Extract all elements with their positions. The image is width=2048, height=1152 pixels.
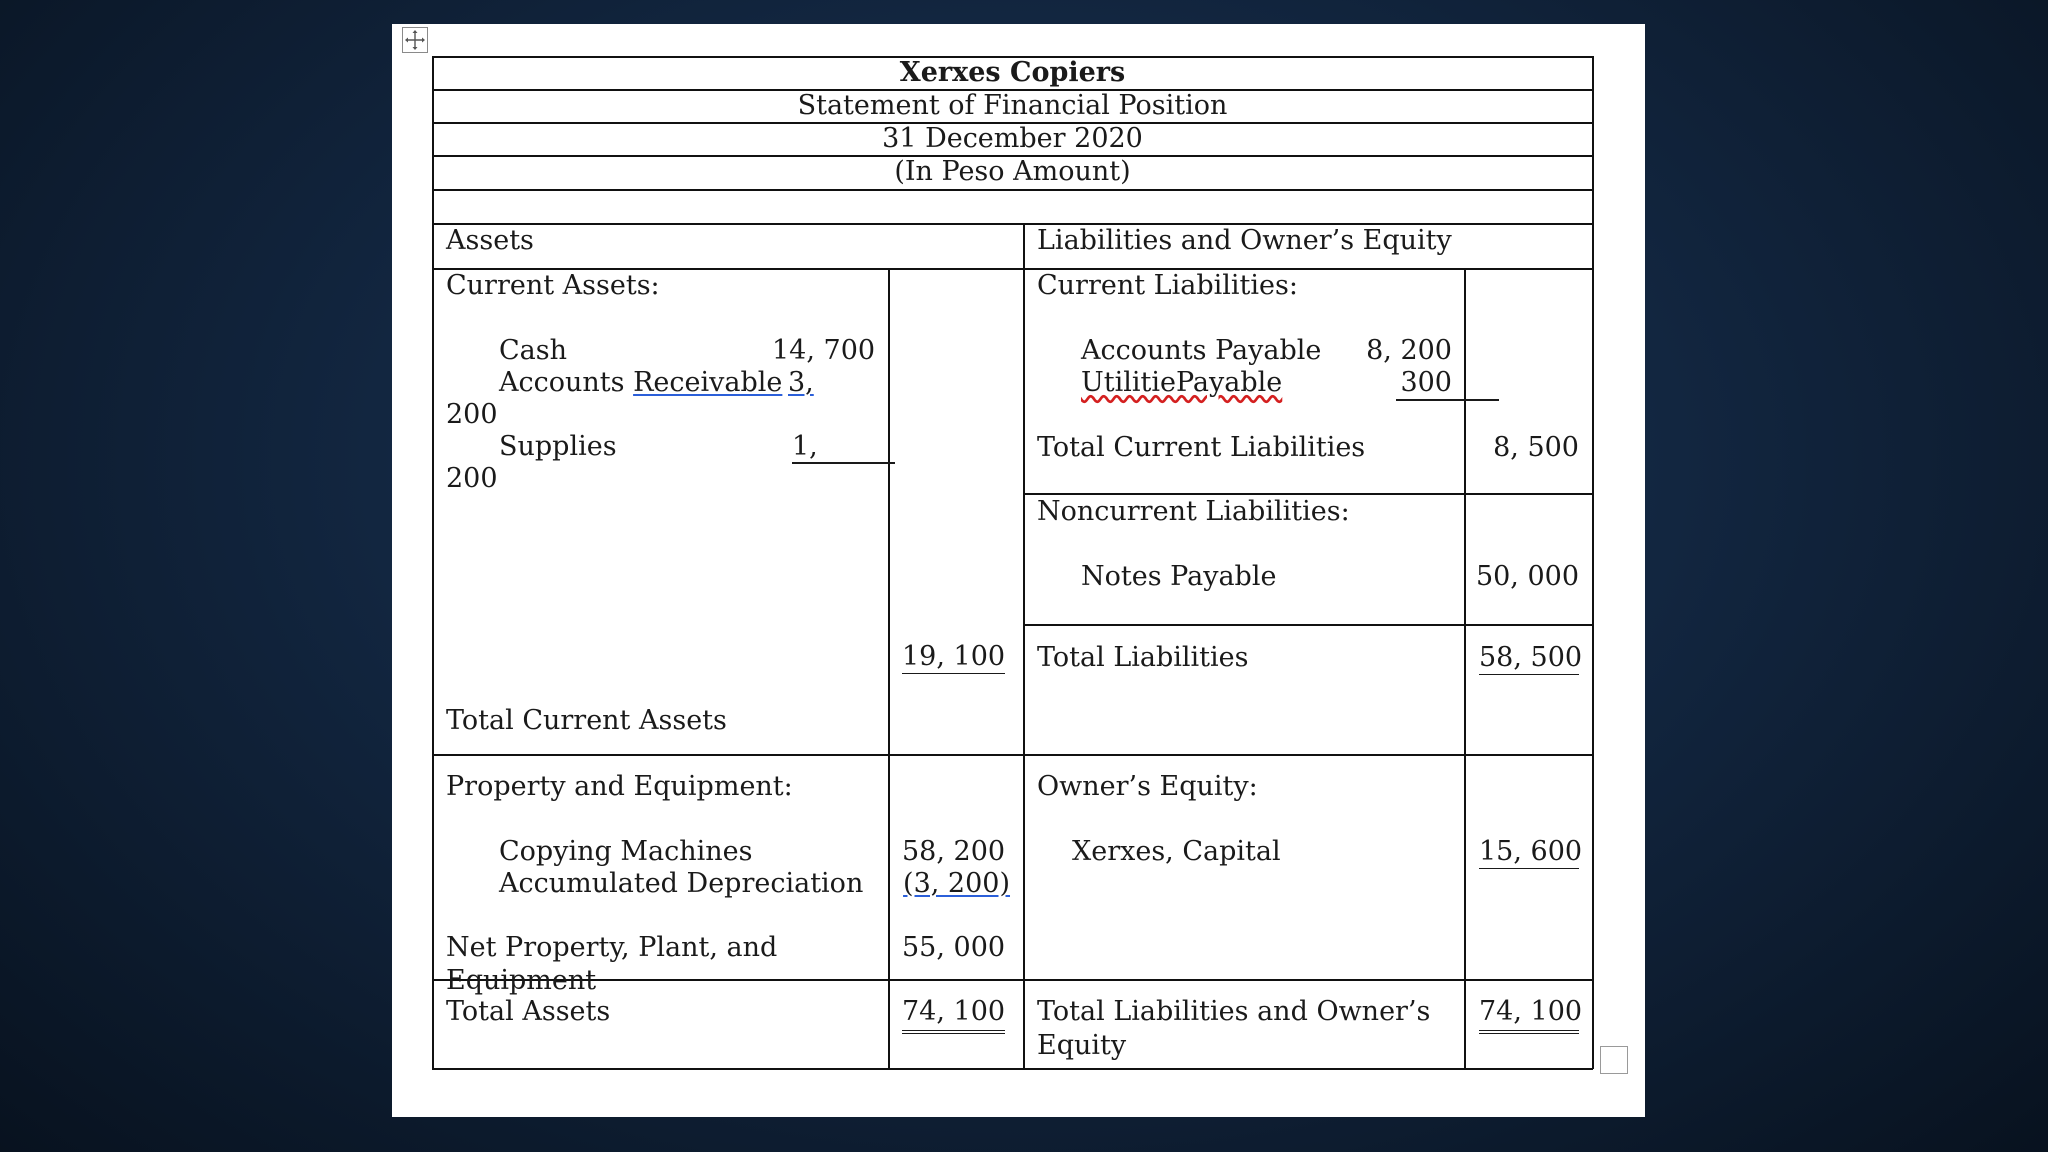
accounts-receivable-label: Accounts xyxy=(499,367,625,398)
notes-payable-label: Notes Payable xyxy=(1081,561,1277,592)
table-move-handle-icon[interactable] xyxy=(402,27,428,53)
total-liabilities-equity-label-2: Equity xyxy=(1037,1030,1127,1061)
net-ppe-value: 55, 000 xyxy=(902,932,1006,963)
total-assets-value: 74, 100 xyxy=(902,996,1005,1034)
accumulated-depreciation-value: (3, 200) xyxy=(903,868,1010,899)
net-ppe-label-1: Net Property, Plant, and xyxy=(446,932,778,963)
owners-equity-label: Owner’s Equity: xyxy=(1037,771,1258,802)
total-liabilities-equity-label-1: Total Liabilities and Owner’s xyxy=(1037,996,1431,1027)
total-liabilities-equity-value: 74, 100 xyxy=(1479,996,1579,1034)
total-assets-label: Total Assets xyxy=(446,996,611,1027)
supplies-value-wrap: 200 xyxy=(446,463,498,494)
cash-value: 14, 700 xyxy=(772,335,876,366)
ppe-label: Property and Equipment: xyxy=(446,771,793,802)
total-current-liabilities-label: Total Current Liabilities xyxy=(1037,432,1366,463)
current-liabilities-label: Current Liabilities: xyxy=(1037,270,1298,301)
assets-heading: Assets xyxy=(446,225,534,256)
utilities-payable-value: 300 xyxy=(1400,367,1452,398)
accounts-payable-value: 8, 200 xyxy=(1366,335,1452,366)
accounts-receivable-row xyxy=(499,367,782,399)
total-liabilities-value: 58, 500 xyxy=(1479,642,1583,673)
copying-machines-value: 58, 200 xyxy=(902,836,1006,867)
company-name: Xerxes Copiers xyxy=(899,57,1126,88)
document-page xyxy=(392,24,1645,1117)
copying-machines-label: Copying Machines xyxy=(499,836,753,867)
notes-payable-value: 50, 000 xyxy=(1475,561,1579,592)
utilities-payable-label: UtilitiePayable xyxy=(1081,367,1283,398)
accounts-receivable-value-wrap: 200 xyxy=(446,399,498,430)
current-assets-label: Current Assets: xyxy=(446,270,660,301)
noncurrent-liabilities-label: Noncurrent Liabilities: xyxy=(1037,496,1350,527)
accumulated-depreciation-label: Accumulated Depreciation xyxy=(499,868,864,899)
statement-date: 31 December 2020 xyxy=(882,123,1143,154)
xerxes-capital-label: Xerxes, Capital xyxy=(1072,836,1281,867)
accounts-receivable-label-2: Receivable xyxy=(633,367,783,398)
total-liabilities-label: Total Liabilities xyxy=(1037,642,1249,673)
net-ppe-label-2: Equipment xyxy=(446,965,597,996)
liabilities-equity-heading: Liabilities and Owner’s Equity xyxy=(1037,225,1452,256)
currency-note: (In Peso Amount) xyxy=(894,156,1131,187)
statement-title: Statement of Financial Position xyxy=(797,90,1228,121)
utilities-payable-row xyxy=(1081,367,1282,399)
table-resize-handle[interactable] xyxy=(1600,1046,1628,1074)
total-current-liabilities-value: 8, 500 xyxy=(1493,432,1579,463)
total-current-assets-label: Total Current Assets xyxy=(446,705,727,736)
accumulated-depreciation-value-cell xyxy=(902,868,1010,900)
accounts-receivable-value-row xyxy=(788,367,814,399)
supplies-label: Supplies xyxy=(499,431,617,462)
total-current-assets-value: 19, 100 xyxy=(902,641,1006,672)
supplies-value: 1, xyxy=(792,431,818,462)
accounts-receivable-value: 3, xyxy=(788,367,814,398)
accounts-payable-label: Accounts Payable xyxy=(1081,335,1322,366)
xerxes-capital-value: 15, 600 xyxy=(1479,836,1583,867)
cash-label: Cash xyxy=(499,335,568,366)
